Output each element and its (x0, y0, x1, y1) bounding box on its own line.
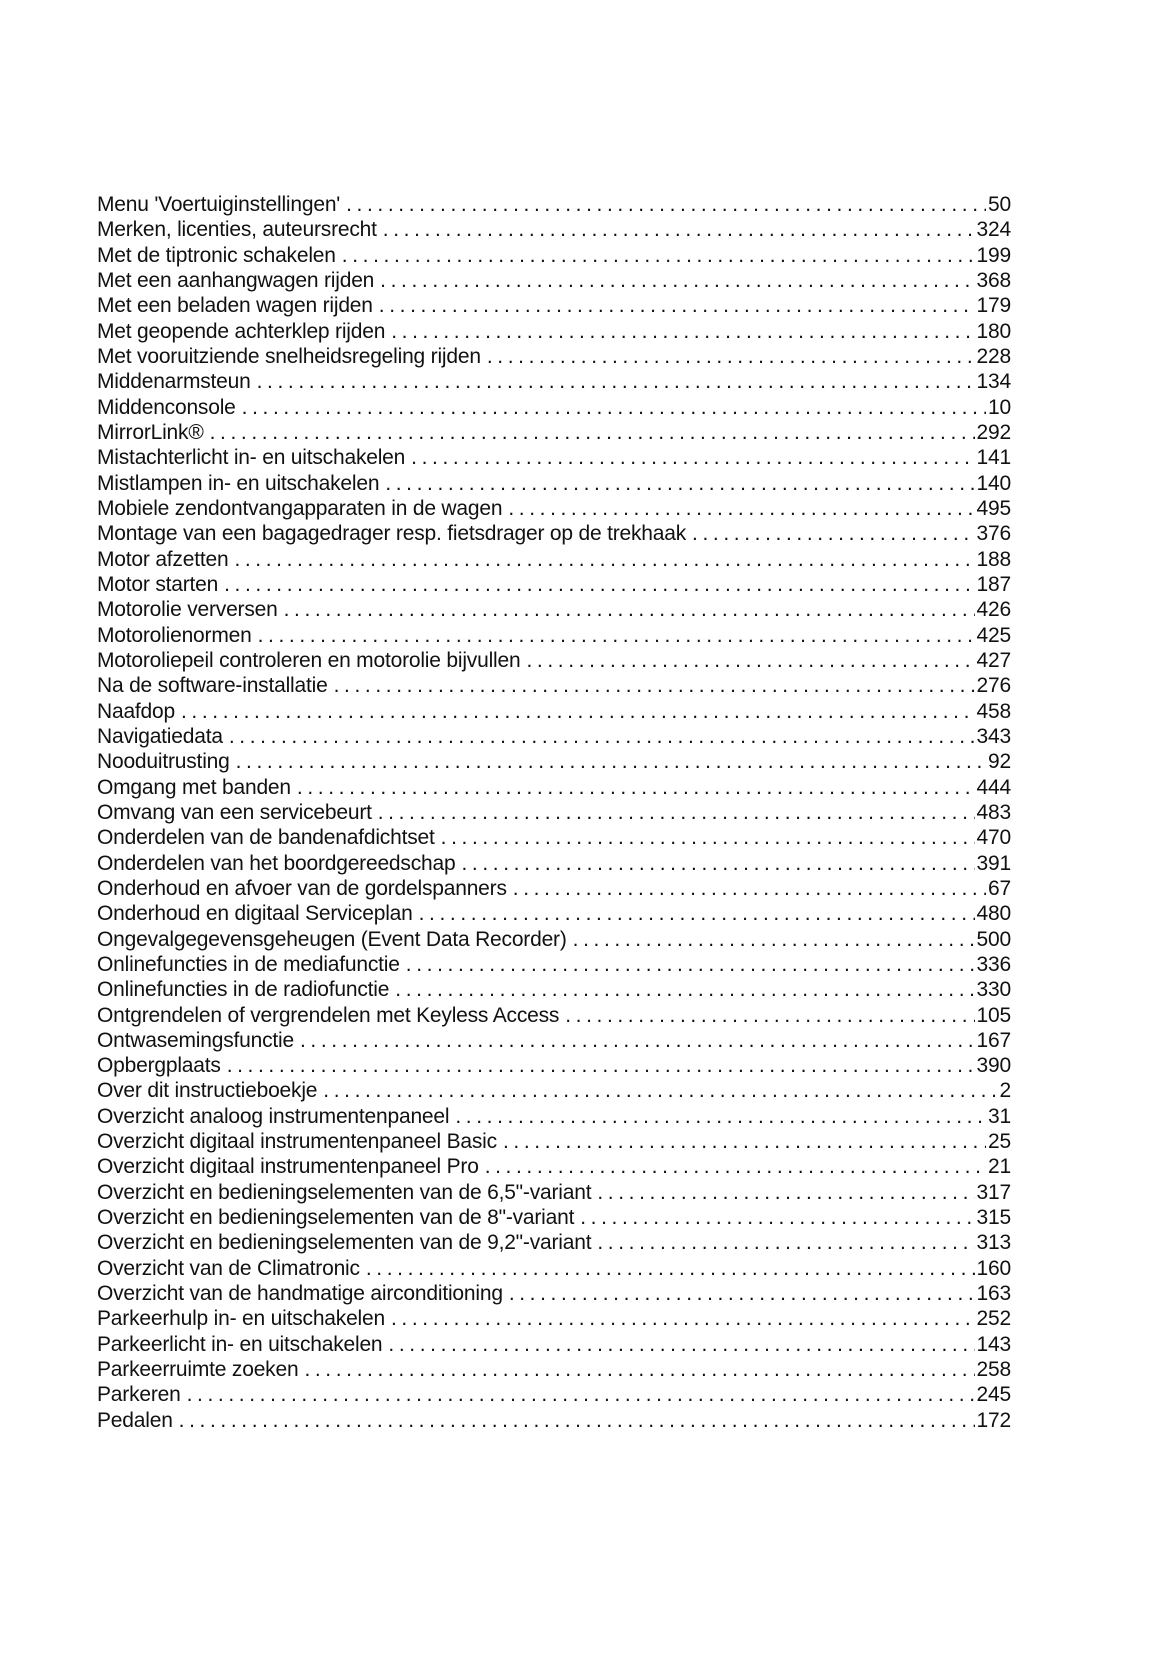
index-entry (97, 268, 1011, 293)
index-entry (97, 749, 1011, 774)
entry-page-number: 105 (976, 1003, 1011, 1027)
entry-title: Montage van een bagagedrager resp. fietsdrager op de trekhaak (97, 522, 687, 546)
entry-page-number: 444 (976, 775, 1011, 799)
entry-page-number: 31 (988, 1104, 1011, 1128)
entry-page-number: 2 (999, 1079, 1011, 1103)
index-entry (97, 572, 1011, 597)
dot-leader (580, 1205, 974, 1230)
entry-page-number: 343 (976, 724, 1011, 748)
entry-page-number: 180 (976, 319, 1011, 343)
index-entry (97, 1154, 1011, 1179)
dot-leader (181, 699, 975, 724)
entry-page-number: 245 (976, 1383, 1011, 1407)
index-entry (97, 673, 1011, 698)
dot-leader (187, 1382, 975, 1407)
index-entry (97, 1306, 1011, 1331)
dot-leader (300, 1028, 975, 1053)
entry-title: Met de tiptronic schakelen (97, 243, 336, 267)
dot-leader (508, 496, 974, 521)
dot-leader (229, 724, 975, 749)
entry-title: Motoroliepeil controleren en motorolie bijvullen (97, 648, 521, 672)
entry-page-number: 376 (976, 522, 1011, 546)
entry-title: Overzicht en bedieningselementen van de 6,5"-variant (97, 1180, 592, 1204)
index-entry (97, 977, 1011, 1002)
entry-title: Pedalen (97, 1408, 173, 1432)
entry-page-number: 252 (976, 1307, 1011, 1331)
index-entry (97, 952, 1011, 977)
entry-title: MirrorLink® (97, 420, 204, 444)
entry-title: Overzicht en bedieningselementen van de 8"-variant (97, 1206, 575, 1230)
entry-title: Motor afzetten (97, 547, 229, 571)
index-list (97, 192, 1011, 1433)
dot-leader (227, 1053, 975, 1078)
index-entry (97, 1205, 1011, 1230)
entry-title: Parkeerruimte zoeken (97, 1358, 299, 1382)
entry-page-number: 426 (976, 598, 1011, 622)
entry-page-number: 458 (976, 699, 1011, 723)
dot-leader (441, 825, 975, 850)
dot-leader (242, 395, 986, 420)
entry-title: Middenconsole (97, 395, 236, 419)
dot-leader (565, 1003, 974, 1028)
index-entry (97, 648, 1011, 673)
index-entry (97, 1003, 1011, 1028)
dot-leader (395, 977, 974, 1002)
index-entry (97, 623, 1011, 648)
dot-leader (411, 445, 974, 470)
entry-title: Opbergplaats (97, 1054, 221, 1078)
entry-page-number: 470 (976, 826, 1011, 850)
dot-leader (419, 901, 975, 926)
dot-leader (597, 1180, 974, 1205)
entry-page-number: 368 (976, 268, 1011, 292)
entry-page-number: 390 (976, 1054, 1011, 1078)
index-entry (97, 1028, 1011, 1053)
entry-title: Onlinefuncties in de mediafunctie (97, 952, 400, 976)
index-entry (97, 851, 1011, 876)
entry-page-number: 292 (976, 420, 1011, 444)
index-entry (97, 243, 1011, 268)
entry-title: Parkeren (97, 1383, 181, 1407)
dot-leader (385, 471, 974, 496)
dot-leader (526, 648, 974, 673)
entry-page-number: 427 (976, 648, 1011, 672)
entry-title: Overzicht digitaal instrumentenpaneel Basic (97, 1130, 497, 1154)
dot-leader (334, 673, 975, 698)
index-entry (97, 1104, 1011, 1129)
entry-title: Onderdelen van het boordgereedschap (97, 851, 456, 875)
entry-title: Mobiele zendontvangapparaten in de wagen (97, 496, 503, 520)
dot-leader (304, 1357, 974, 1382)
entry-title: Middenarmsteun (97, 370, 251, 394)
dot-leader (379, 293, 975, 318)
dot-leader (383, 217, 975, 242)
index-entry (97, 445, 1011, 470)
index-entry (97, 927, 1011, 952)
dot-leader (346, 192, 986, 217)
entry-page-number: 21 (988, 1155, 1011, 1179)
entry-page-number: 324 (976, 218, 1011, 242)
entry-title: Overzicht analoog instrumentenpaneel (97, 1104, 450, 1128)
entry-title: Met een beladen wagen rijden (97, 294, 373, 318)
entry-title: Overzicht van de handmatige airconditioning (97, 1282, 503, 1306)
index-entry (97, 1382, 1011, 1407)
entry-title: Overzicht van de Climatronic (97, 1256, 360, 1280)
entry-page-number: 425 (976, 623, 1011, 647)
index-entry (97, 496, 1011, 521)
entry-page-number: 480 (976, 902, 1011, 926)
index-entry (97, 192, 1011, 217)
dot-leader (597, 1230, 974, 1255)
entry-title: Mistachterlicht in- en uitschakelen (97, 446, 406, 470)
entry-title: Motorolie verversen (97, 598, 278, 622)
dot-leader (234, 547, 974, 572)
entry-title: Na de software-installatie (97, 674, 328, 698)
index-entry (97, 471, 1011, 496)
entry-title: Onlinefuncties in de radiofunctie (97, 978, 390, 1002)
index-entry (97, 1230, 1011, 1255)
index-entry (97, 395, 1011, 420)
dot-leader (573, 927, 975, 952)
index-entry (97, 293, 1011, 318)
index-entry (97, 1053, 1011, 1078)
entry-title: Onderhoud en afvoer van de gordelspanners (97, 876, 507, 900)
entry-title: Ongevalgegevensgeheugen (Event Data Recorder) (97, 927, 567, 951)
entry-page-number: 172 (976, 1408, 1011, 1432)
index-entry (97, 217, 1011, 242)
entry-page-number: 143 (976, 1332, 1011, 1356)
entry-page-number: 167 (976, 1028, 1011, 1052)
entry-page-number: 336 (976, 952, 1011, 976)
dot-leader (509, 1281, 975, 1306)
index-entry (97, 901, 1011, 926)
entry-title: Overzicht digitaal instrumentenpaneel Pro (97, 1155, 479, 1179)
entry-page-number: 179 (976, 294, 1011, 318)
entry-title: Met vooruitziende snelheidsregeling rijden (97, 344, 481, 368)
entry-title: Parkeerhulp in- en uitschakelen (97, 1307, 385, 1331)
entry-title: Parkeerlicht in- en uitschakelen (97, 1332, 383, 1356)
entry-page-number: 67 (988, 876, 1011, 900)
dot-leader (236, 749, 986, 774)
dot-leader (297, 775, 975, 800)
entry-title: Naafdop (97, 699, 175, 723)
entry-page-number: 276 (976, 674, 1011, 698)
index-entry (97, 1129, 1011, 1154)
entry-title: Nooduitrusting (97, 750, 230, 774)
entry-page-number: 163 (976, 1282, 1011, 1306)
dot-leader (224, 572, 974, 597)
dot-leader (179, 1408, 975, 1433)
index-entry (97, 825, 1011, 850)
entry-title: Omvang van een servicebeurt (97, 800, 372, 824)
entry-page-number: 187 (976, 572, 1011, 596)
entry-page-number: 134 (976, 370, 1011, 394)
index-entry (97, 521, 1011, 546)
dot-leader (513, 876, 986, 901)
entry-page-number: 10 (988, 395, 1011, 419)
entry-title: Overzicht en bedieningselementen van de 9,2"-variant (97, 1231, 592, 1255)
dot-leader (455, 1104, 986, 1129)
entry-title: Ontgrendelen of vergrendelen met Keyless Access (97, 1003, 560, 1027)
index-entry (97, 775, 1011, 800)
dot-leader (692, 521, 975, 546)
entry-page-number: 495 (976, 496, 1011, 520)
dot-leader (380, 268, 974, 293)
entry-title: Onderdelen van de bandenafdichtset (97, 826, 435, 850)
entry-page-number: 391 (976, 851, 1011, 875)
dot-leader (257, 369, 975, 394)
dot-leader (388, 1332, 974, 1357)
entry-title: Merken, licenties, auteursrecht (97, 218, 377, 242)
entry-page-number: 188 (976, 547, 1011, 571)
entry-page-number: 258 (976, 1358, 1011, 1382)
entry-page-number: 483 (976, 800, 1011, 824)
index-entry (97, 1408, 1011, 1433)
entry-title: Met een aanhangwagen rijden (97, 268, 375, 292)
dot-leader (366, 1256, 975, 1281)
entry-page-number: 330 (976, 978, 1011, 1002)
dot-leader (487, 344, 975, 369)
index-entry (97, 876, 1011, 901)
index-entry (97, 1078, 1011, 1103)
dot-leader (461, 851, 974, 876)
entry-title: Motorolienormen (97, 623, 252, 647)
index-entry (97, 547, 1011, 572)
index-entry (97, 319, 1011, 344)
index-entry (97, 699, 1011, 724)
entry-title: Motor starten (97, 572, 219, 596)
dot-leader (342, 243, 975, 268)
index-entry (97, 724, 1011, 749)
entry-page-number: 313 (976, 1231, 1011, 1255)
index-entry (97, 800, 1011, 825)
entry-page-number: 500 (976, 927, 1011, 951)
entry-page-number: 140 (976, 471, 1011, 495)
entry-title: Onderhoud en digitaal Serviceplan (97, 902, 413, 926)
index-entry (97, 1180, 1011, 1205)
entry-page-number: 25 (988, 1130, 1011, 1154)
entry-page-number: 315 (976, 1206, 1011, 1230)
dot-leader (378, 800, 975, 825)
entry-title: Navigatiedata (97, 724, 223, 748)
index-entry (97, 369, 1011, 394)
entry-title: Mistlampen in- en uitschakelen (97, 471, 380, 495)
dot-leader (391, 319, 974, 344)
index-entry (97, 344, 1011, 369)
dot-leader (503, 1129, 986, 1154)
index-entry (97, 1256, 1011, 1281)
dot-leader (391, 1306, 975, 1331)
entry-title: Over dit instructieboekje (97, 1079, 318, 1103)
entry-page-number: 141 (976, 446, 1011, 470)
dot-leader (406, 952, 975, 977)
dot-leader (284, 597, 975, 622)
dot-leader (210, 420, 975, 445)
entry-page-number: 50 (988, 193, 1011, 216)
dot-leader (323, 1078, 997, 1103)
index-entry (97, 1332, 1011, 1357)
index-entry (97, 1281, 1011, 1306)
entry-title: Menu 'Voertuiginstellingen' (97, 193, 341, 216)
entry-page-number: 228 (976, 344, 1011, 368)
dot-leader (485, 1154, 986, 1179)
entry-title: Omgang met banden (97, 775, 291, 799)
entry-title: Ontwasemingsfunctie (97, 1028, 294, 1052)
dot-leader (258, 623, 975, 648)
index-entry (97, 597, 1011, 622)
entry-page-number: 199 (976, 243, 1011, 267)
entry-page-number: 317 (976, 1180, 1011, 1204)
index-entry (97, 420, 1011, 445)
entry-page-number: 160 (976, 1256, 1011, 1280)
index-entry (97, 1357, 1011, 1382)
entry-title: Met geopende achterklep rijden (97, 319, 386, 343)
entry-page-number: 92 (988, 750, 1011, 774)
